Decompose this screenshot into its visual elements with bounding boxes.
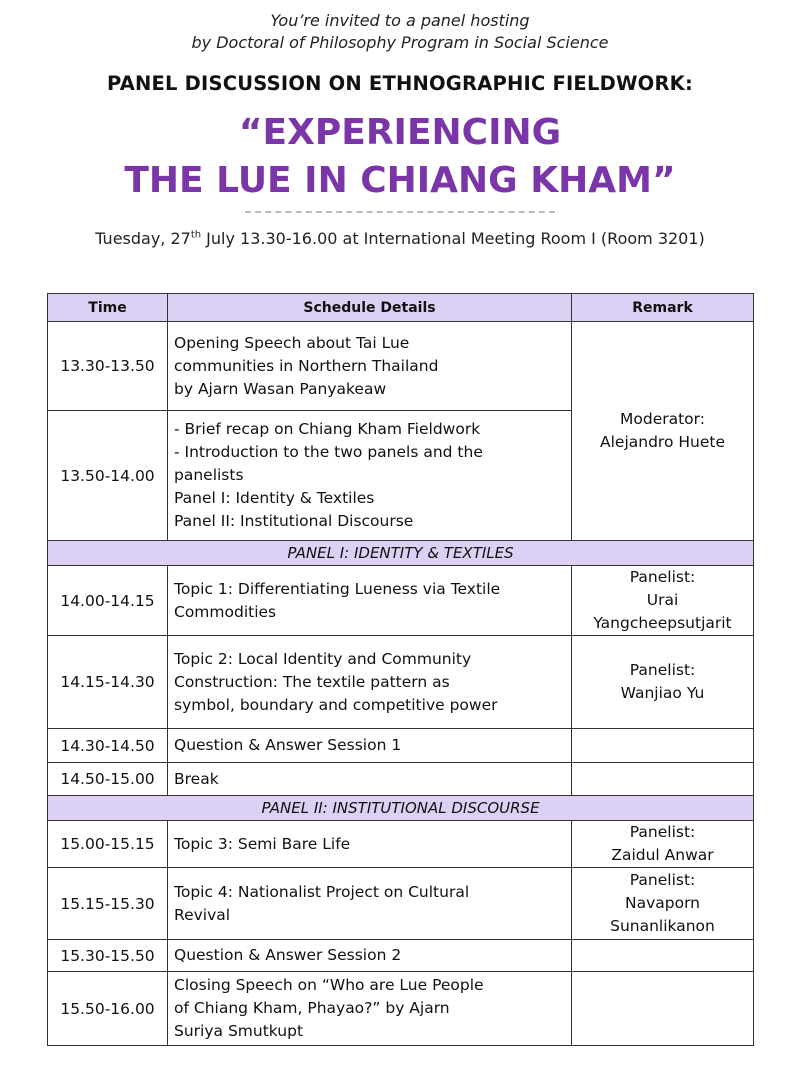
detail-line: Commodities <box>174 602 277 621</box>
invitation-line-2: by Doctoral of Philosophy Program in Social Science <box>191 33 609 52</box>
row-remark <box>572 972 754 1046</box>
header-details: Schedule Details <box>168 294 572 322</box>
row-remark <box>572 868 754 940</box>
event-datetime <box>0 229 800 248</box>
table-row <box>48 763 754 796</box>
detail-line: Suriya Smutkupt <box>174 1022 304 1040</box>
row-details <box>168 868 572 940</box>
event-title <box>0 109 800 205</box>
header-remark: Remark <box>572 294 754 322</box>
row-details <box>168 322 572 411</box>
invitation-text <box>0 0 800 54</box>
datetime-day: Tuesday, 27 <box>95 229 191 248</box>
dashed-divider <box>245 211 555 213</box>
detail-line: Construction: The textile pattern as <box>174 672 450 691</box>
event-title-line-1: “EXPERIENCING <box>238 112 562 153</box>
row-remark <box>572 940 754 972</box>
row-time: 14.30-14.50 <box>48 729 168 763</box>
detail-line: - Introduction to the two panels and the <box>174 443 483 461</box>
table-row <box>48 868 754 940</box>
table-row <box>48 636 754 729</box>
row-time: 14.15-14.30 <box>48 636 168 729</box>
row-remark <box>572 566 754 636</box>
detail-line: Topic 4: Nationalist Project on Cultural <box>174 882 470 901</box>
table-row <box>48 821 754 868</box>
remark-line: Urai <box>646 591 679 609</box>
panel-1-label: PANEL I: IDENTITY & TEXTILES <box>48 541 754 566</box>
detail-line: by Ajarn Wasan Panyakeaw <box>174 379 387 398</box>
remark-line: Panelist: <box>629 661 696 679</box>
detail-line: Opening Speech about Tai Lue <box>174 333 410 352</box>
remark-line: Wanjiao Yu <box>620 684 705 702</box>
table-row <box>48 322 754 411</box>
detail-line: symbol, boundary and competitive power <box>174 695 498 714</box>
detail-line: Closing Speech on “Who are Lue People <box>174 976 484 994</box>
remark-line: Moderator: <box>620 410 705 428</box>
row-details <box>168 411 572 541</box>
table-row <box>48 940 754 972</box>
detail-line: Panel I: Identity & Textiles <box>174 489 375 507</box>
panel-1-row <box>48 541 754 566</box>
detail-line: communities in Northern Thailand <box>174 356 439 375</box>
row-time: 15.50-16.00 <box>48 972 168 1046</box>
panel-2-row <box>48 796 754 821</box>
detail-line: of Chiang Kham, Phayao?” by Ajarn <box>174 999 450 1017</box>
detail-line: Revival <box>174 905 231 924</box>
row-time: 15.30-15.50 <box>48 940 168 972</box>
row-remark <box>572 729 754 763</box>
detail-line: Topic 2: Local Identity and Community <box>174 649 472 668</box>
table-row <box>48 729 754 763</box>
event-title-line-2: THE LUE IN CHIANG KHAM” <box>124 160 676 201</box>
detail-line: Topic 1: Differentiating Lueness via Textile <box>174 579 501 598</box>
row-details: Question & Answer Session 2 <box>168 940 572 972</box>
row-remark <box>572 636 754 729</box>
row-details <box>168 636 572 729</box>
header-time: Time <box>48 294 168 322</box>
row-details: Break <box>168 763 572 796</box>
table-row <box>48 566 754 636</box>
detail-line: - Brief recap on Chiang Kham Fieldwork <box>174 420 481 438</box>
row-details <box>168 566 572 636</box>
remark-line: Zaidul Anwar <box>611 846 714 864</box>
datetime-rest: July 13.30-16.00 at International Meeting Room I (Room 3201) <box>201 229 705 248</box>
row-time: 13.30-13.50 <box>48 322 168 411</box>
remark-line: Panelist: <box>629 871 696 889</box>
row-details <box>168 972 572 1046</box>
row-time: 14.50-15.00 <box>48 763 168 796</box>
remark-line: Navaporn <box>624 894 700 912</box>
table-header-row <box>48 294 754 322</box>
remark-line: Panelist: <box>629 823 696 841</box>
row-details: Question & Answer Session 1 <box>168 729 572 763</box>
detail-line: panelists <box>174 466 244 484</box>
datetime-suffix: th <box>190 229 202 241</box>
detail-line: Panel II: Institutional Discourse <box>174 512 414 530</box>
row-details: Topic 3: Semi Bare Life <box>168 821 572 868</box>
remark-line: Panelist: <box>629 568 696 586</box>
remark-line: Sunanlikanon <box>610 917 715 935</box>
row-time: 14.00-14.15 <box>48 566 168 636</box>
invitation-line-1: You’re invited to a panel hosting <box>270 11 530 30</box>
panel-2-label: PANEL II: INSTITUTIONAL DISCOURSE <box>48 796 754 821</box>
row-remark <box>572 763 754 796</box>
table-row <box>48 972 754 1046</box>
schedule-table <box>47 293 754 1046</box>
row-time: 15.15-15.30 <box>48 868 168 940</box>
remark-line: Alejandro Huete <box>600 433 725 451</box>
row-time: 15.00-15.15 <box>48 821 168 868</box>
remark-line: Yangcheepsutjarit <box>593 614 732 632</box>
moderator-remark <box>572 322 754 541</box>
row-time: 13.50-14.00 <box>48 411 168 541</box>
row-remark <box>572 821 754 868</box>
panel-heading: PANEL DISCUSSION ON ETHNOGRAPHIC FIELDWORK: <box>107 72 693 95</box>
